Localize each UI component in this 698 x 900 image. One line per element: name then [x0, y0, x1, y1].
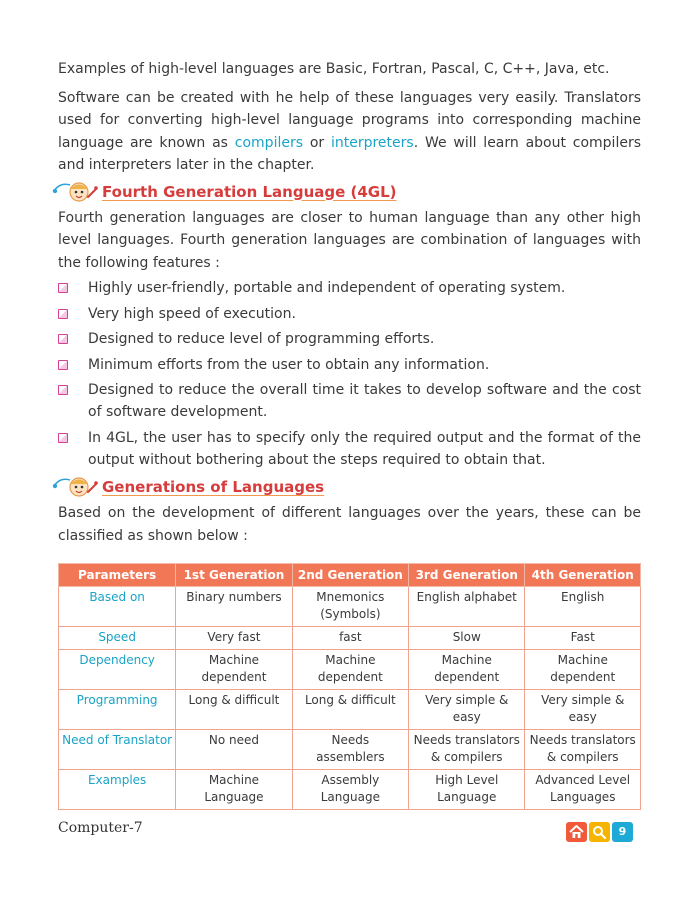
col-header-4th: 4th Generation [525, 564, 641, 587]
search-glyph [589, 822, 610, 842]
param-cell: Dependency [59, 650, 176, 690]
intro-line: Examples of high-level languages are Basic, Fortran, Pascal, C, C++, Java, etc. [58, 61, 610, 77]
table-row [59, 690, 641, 730]
bullet-text: Minimum efforts from the user to obtain any information. [88, 356, 490, 373]
list-item [58, 427, 641, 471]
param-cell: Examples [59, 770, 176, 810]
home-icon[interactable] [566, 822, 587, 842]
table-cell: Needs assemblers [292, 730, 408, 770]
table-cell: Machine dependent [292, 650, 408, 690]
table-cell: Machine Language [176, 770, 292, 810]
bullet-text: Highly user-friendly, portable and independent of operating system. [88, 280, 566, 296]
table-row [59, 770, 641, 810]
table-row [59, 627, 641, 650]
bullet-text: Designed to reduce level of programming efforts. [88, 331, 435, 347]
table-cell: Very fast [176, 627, 292, 650]
list-item [58, 379, 641, 423]
col-header-3rd: 3rd Generation [409, 564, 525, 587]
heading-generations [58, 474, 641, 502]
table-cell: Advanced Level Languages [525, 770, 641, 810]
table-cell: High Level Language [409, 770, 525, 810]
table-cell: Needs translators & compilers [409, 730, 525, 770]
list-item [58, 303, 641, 325]
list-item [58, 277, 641, 299]
search-icon[interactable] [589, 822, 610, 842]
table-cell: Slow [409, 627, 525, 650]
list-item [58, 328, 641, 350]
table-row [59, 730, 641, 770]
table-row [59, 587, 641, 627]
checkbox-bullet-icon [58, 385, 68, 395]
table-cell: Very simple & easy [409, 690, 525, 730]
table-header-row [59, 564, 641, 587]
intro-text-start: Software can be created with he help of these languages very easily. Translators used for converting high-level language programs into corresponding machine language are known as [58, 89, 641, 151]
page-number-badge: 9 [612, 822, 633, 842]
para-generations: Based on the development of different languages over the years, these can be classified as shown below : [58, 505, 641, 544]
table-cell: Machine dependent [176, 650, 292, 690]
compilers-term: compilers [234, 134, 304, 151]
para-4gl: Fourth generation languages are closer to human language than any other high level languages. Fourth generation languages are combination of languages with the following features : [58, 209, 641, 271]
table-row [59, 650, 641, 690]
col-header-parameters: Parameters [59, 564, 176, 587]
table-cell: English alphabet [409, 587, 525, 627]
bullet-text: In 4GL, the user has to specify only the required output and the format of the output without bothering about the steps required to obtain that. [88, 429, 641, 468]
kid-mascot-icon [52, 474, 102, 502]
table-cell: Long & difficult [176, 690, 292, 730]
home-glyph [566, 822, 587, 842]
heading-generations-text: Generations of Languages [102, 478, 325, 496]
page-content [58, 58, 641, 810]
param-cell: Programming [59, 690, 176, 730]
bullet-text: Designed to reduce the overall time it takes to develop software and the cost of software development. [88, 382, 641, 420]
col-header-2nd: 2nd Generation [292, 564, 408, 587]
table-cell: Very simple & easy [525, 690, 641, 730]
generations-table [58, 563, 641, 810]
table-cell: English [525, 587, 641, 627]
table-cell: Fast [525, 627, 641, 650]
param-cell: Need of Translator [59, 730, 176, 770]
table-cell: Mnemonics (Symbols) [292, 587, 408, 627]
param-cell: Based on [59, 587, 176, 627]
checkbox-bullet-icon [58, 334, 68, 344]
col-header-1st: 1st Generation [176, 564, 292, 587]
checkbox-bullet-icon [58, 360, 68, 370]
table-cell: Machine dependent [409, 650, 525, 690]
table-cell: Machine dependent [525, 650, 641, 690]
param-cell: Speed [59, 627, 176, 650]
checkbox-bullet-icon [58, 433, 68, 443]
kid-mascot-icon [52, 179, 102, 207]
intro-text-end: . We will learn about compilers and interpreters later in the chapter. [58, 134, 641, 173]
table-cell: Long & difficult [292, 690, 408, 730]
features-list [58, 277, 641, 471]
checkbox-bullet-icon [58, 283, 68, 293]
heading-4gl-text: Fourth Generation Language (4GL) [102, 182, 397, 201]
table-cell: Assembly Language [292, 770, 408, 810]
checkbox-bullet-icon [58, 309, 68, 319]
list-item [58, 354, 641, 376]
interpreters-term: interpreters [330, 134, 414, 151]
table-cell: fast [292, 627, 408, 650]
heading-4gl [58, 179, 641, 207]
table-cell: No need [176, 730, 292, 770]
table-cell: Binary numbers [176, 587, 292, 627]
footer-book-title: Computer-7 [58, 820, 143, 836]
table-cell: Needs translators & compilers [525, 730, 641, 770]
bullet-text: Very high speed of execution. [88, 305, 296, 322]
intro-paragraph [58, 87, 641, 177]
intro-text-or: or [303, 134, 331, 151]
